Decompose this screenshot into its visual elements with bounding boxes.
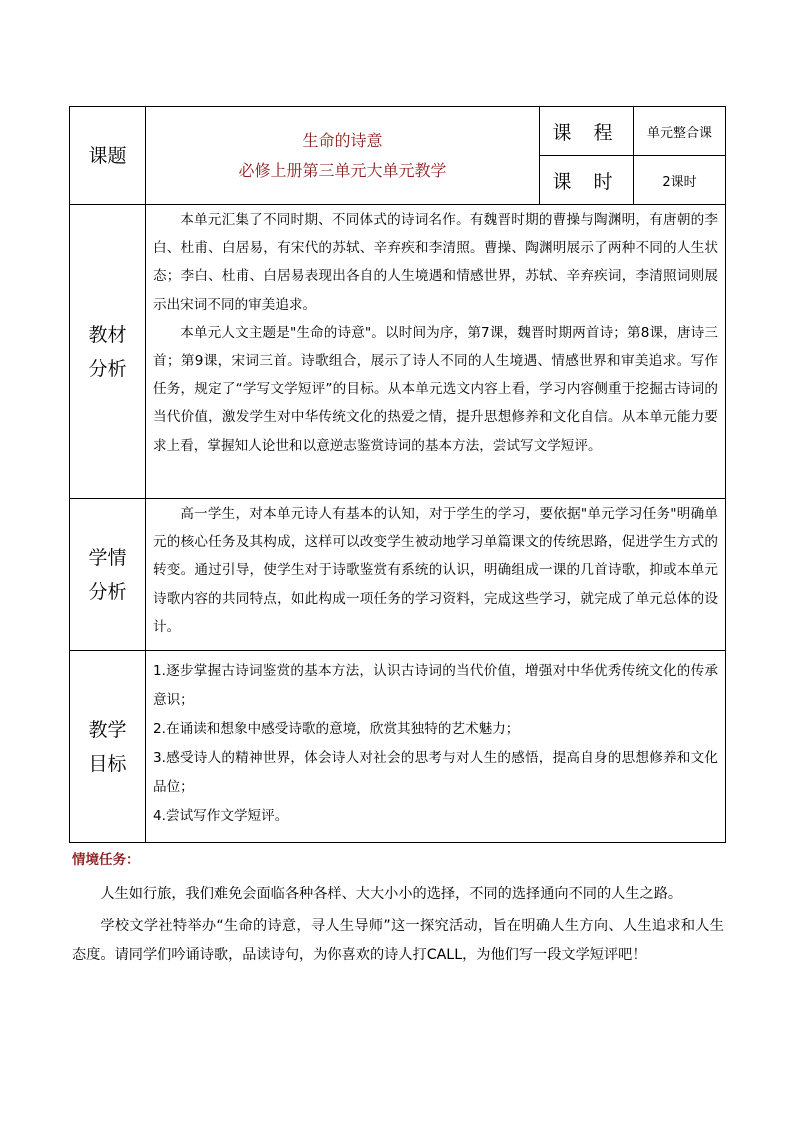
learner-analysis [146, 499, 726, 651]
learner-label [70, 499, 146, 651]
topic-label: 课题 [70, 107, 146, 205]
learner-label-line1: 学情 [88, 546, 127, 569]
goals-label-line1: 教学 [88, 718, 127, 741]
material-label [70, 205, 146, 499]
task-paragraph: 学校文学社特举办“生命的诗意，寻人生导师”这一探究活动，旨在明确人生方向、人生追求和人生态度。请同学们吟诵诗歌，品读诗句，为你喜欢的诗人打CALL，为他们写一段文学短评吧！ [72, 917, 724, 963]
hours-label: 课 时 [540, 156, 634, 205]
goal-item: 2.在诵读和想象中感受诗歌的意境，欣赏其独特的艺术魅力； [153, 721, 520, 737]
course-label: 课 程 [540, 107, 634, 156]
course-value: 单元整合课 [634, 107, 726, 156]
task-body [72, 880, 724, 973]
goals-label [70, 651, 146, 843]
learner-paragraph: 高一学生，对本单元诗人有基本的认知，对于学生的学习，要依据"单元学习任务"明确单元的核心任务及其构成，这样可以改变学生被动地学习单篇课文的传统思路，促进学生方式的转变。通过引导，使学生对于诗歌鉴赏有系统的认识，明确组成一课的几首诗歌，抑或本单元诗歌内容的共同特点，如此构成一项任务的学习资料，完成这些学习，就完成了单元总体的设计。 [153, 506, 718, 635]
material-analysis [146, 205, 726, 499]
task-paragraph: 人生如行旅，我们难免会面临各种各样、大大小小的选择，不同的选择通向不同的人生之路。 [100, 886, 683, 902]
material-paragraph: 本单元人文主题是"生命的诗意"。以时间为序，第7课，魏晋时期两首诗；第8课，唐诗三首；第9课，宋词三首。诗歌组合，展示了诗人不同的人生境遇、情感世界和审美追求。写作任务，规定了“学写文学短评”的目标。从本单元选文内容上看，学习内容侧重于挖掘古诗词的当代价值，激发学生对中华传统文化的热爱之情，提升思想修养和文化自信。从本单元能力要求上看，掌握知人论世和以意逆志鉴赏诗词的基本方法，尝试写文学短评。 [153, 324, 718, 454]
material-label-line2: 分析 [88, 357, 127, 380]
lesson-title [146, 107, 540, 205]
learner-label-line2: 分析 [88, 580, 127, 603]
material-paragraph: 本单元汇集了不同时期、不同体式的诗词名作。有魏晋时期的曹操与陶渊明，有唐朝的李白、杜甫、白居易，有宋代的苏轼、辛弃疾和李清照。曹操、陶渊明展示了两种不同的人生状态；李白、杜甫、白居易表现出各自的人生境遇和情感世界，苏轼、辛弃疾词，李清照词则展示出宋词不同的审美追求。 [153, 212, 718, 313]
goal-item: 4.尝试写作文学短评。 [153, 808, 289, 824]
material-label-line1: 教材 [88, 323, 127, 346]
task-heading: 情境任务： [72, 852, 140, 868]
teaching-goals [146, 651, 726, 843]
hours-value: 2课时 [634, 156, 726, 205]
goal-item: 3.感受诗人的精神世界，体会诗人对社会的思考与对人生的感悟，提高自身的思想修养和文化品位； [153, 750, 718, 795]
lesson-title-line1: 生命的诗意 [302, 130, 383, 150]
goals-label-line2: 目标 [88, 752, 127, 775]
lesson-title-line2: 必修上册第三单元大单元教学 [238, 160, 447, 180]
lesson-plan-table [69, 106, 726, 843]
goal-item: 1.逐步掌握古诗词鉴赏的基本方法，认识古诗词的当代价值，增强对中华优秀传统文化的传承意识； [153, 663, 718, 708]
